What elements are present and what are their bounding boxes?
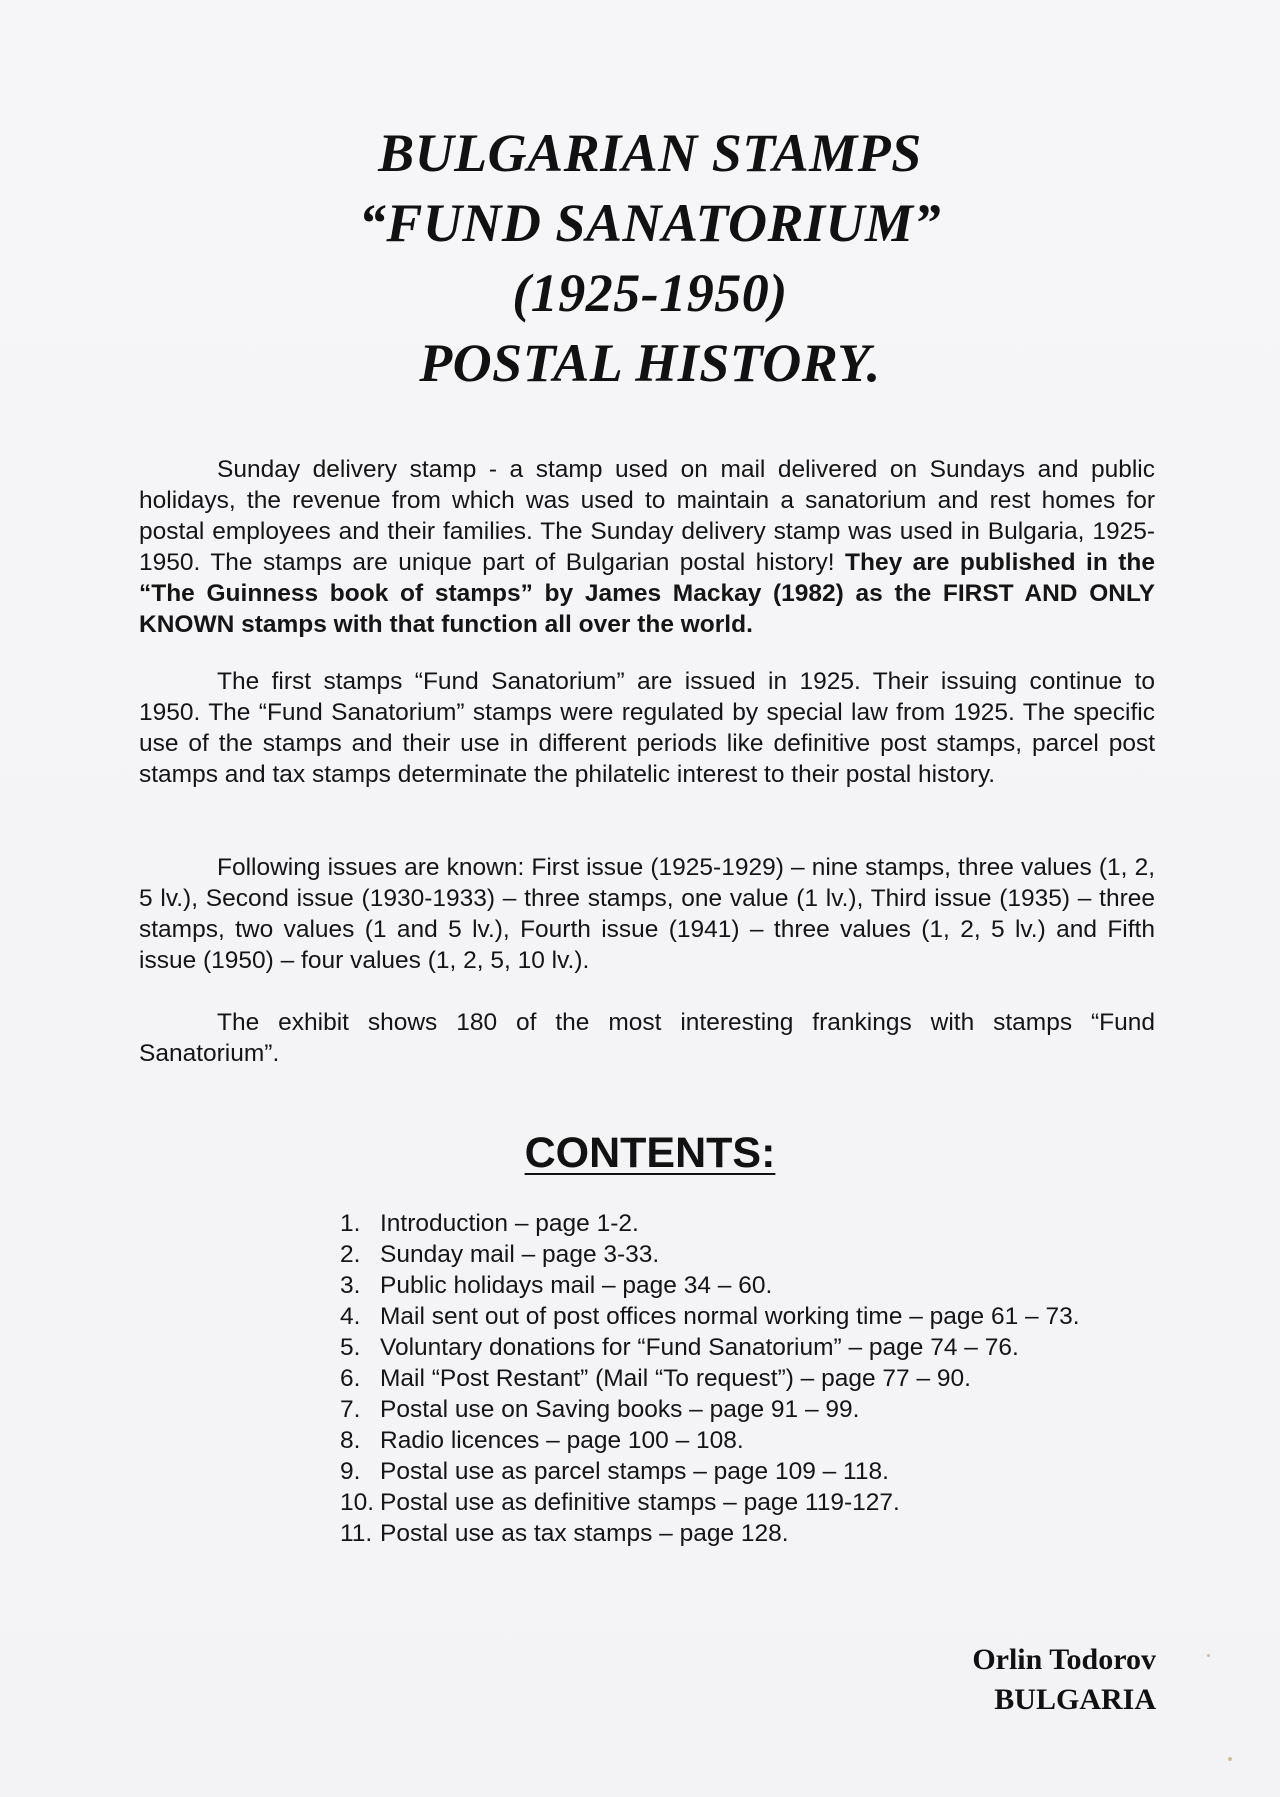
contents-item <box>340 1394 1170 1425</box>
contents-item-number: 8. <box>340 1427 361 1454</box>
contents-item <box>340 1208 1170 1239</box>
contents-item <box>340 1456 1170 1487</box>
contents-heading <box>140 1126 1160 1180</box>
contents-item-number: 5. <box>340 1334 361 1361</box>
contents-item-text: Mail “Post Restant” (Mail “To request”) – page 77 – 90. <box>380 1365 971 1392</box>
intro-paragraph-text: Sunday delivery stamp - a stamp used on mail delivered on Sundays and public holidays, the revenue from which was used to maintain a sanatorium and rest homes for postal employees and their families. The Sunday delivery stamp was used in Bulgaria, 1925-1950. The stamps are unique part of Bulgarian postal history! <box>139 456 1155 576</box>
title-line-3: (1925-1950) <box>512 263 788 323</box>
scan-speck <box>1207 1654 1210 1657</box>
contents-item <box>340 1239 1170 1270</box>
contents-item-number: 6. <box>340 1365 361 1392</box>
author-signature <box>972 1640 1156 1720</box>
intro-paragraph <box>139 454 1155 640</box>
contents-item-text: Public holidays mail – page 34 – 60. <box>380 1272 773 1299</box>
contents-item-text: Voluntary donations for “Fund Sanatorium” – page 74 – 76. <box>380 1334 1019 1361</box>
contents-item-number: 11. <box>340 1520 373 1547</box>
contents-item-number: 4. <box>340 1303 361 1330</box>
title-line-2: “FUND SANATORIUM” <box>358 193 942 253</box>
contents-item-number: 9. <box>340 1458 361 1485</box>
contents-item <box>340 1363 1170 1394</box>
contents-item-text: Sunday mail – page 3-33. <box>380 1241 660 1268</box>
author-name: Orlin Todorov <box>972 1643 1156 1676</box>
document-title <box>140 118 1160 398</box>
contents-item-number: 10. <box>340 1489 375 1516</box>
contents-item-number: 7. <box>340 1396 361 1423</box>
title-line-4: POSTAL HISTORY. <box>419 333 881 393</box>
contents-item-text: Radio licences – page 100 – 108. <box>380 1427 744 1454</box>
contents-list <box>340 1208 1170 1549</box>
scan-speck <box>1228 1757 1232 1761</box>
contents-item <box>340 1270 1170 1301</box>
contents-item-text: Postal use as parcel stamps – page 109 – 118. <box>380 1458 889 1485</box>
contents-item <box>340 1425 1170 1456</box>
contents-item-text: Mail sent out of post offices normal working time – page 61 – 73. <box>380 1303 1080 1330</box>
contents-item-number: 1. <box>340 1210 361 1237</box>
contents-item <box>340 1518 1170 1549</box>
contents-item-text: Postal use as tax stamps – page 128. <box>380 1520 789 1547</box>
contents-heading-text: CONTENTS: <box>524 1129 776 1177</box>
contents-item <box>340 1332 1170 1363</box>
issues-paragraph: Following issues are known: First issue (1925-1929) – nine stamps, three values (1, 2, 5 lv.), Second issue (1930-1933) – three stamps, one value (1 lv.), Third issue (1935) – three stamps, two values (1 and 5 lv.), Fourth issue (1941) – three values (1, 2, 5 lv.) and Fifth issue (1950) – four values (1, 2, 5, 10 lv.). <box>139 854 1155 974</box>
contents-item-text: Postal use as definitive stamps – page 119-127. <box>380 1489 900 1516</box>
intro-paragraph-bold-text: They are published in the “The Guinness book of stamps” by James Mackay (1982) as the FIRST AND ONLY KNOWN stamps with that function all over the world. <box>139 549 1155 638</box>
exhibit-paragraph: The exhibit shows 180 of the most interesting frankings with stamps “Fund Sanatorium”. <box>139 1009 1155 1067</box>
contents-item <box>340 1487 1170 1518</box>
contents-item <box>340 1301 1170 1332</box>
contents-item-text: Introduction – page 1-2. <box>380 1210 639 1237</box>
title-line-1: BULGARIAN STAMPS <box>378 123 922 183</box>
contents-item-number: 2. <box>340 1241 361 1268</box>
author-country: BULGARIA <box>994 1683 1156 1716</box>
contents-item-text: Postal use on Saving books – page 91 – 99. <box>380 1396 860 1423</box>
contents-item-number: 3. <box>340 1272 361 1299</box>
history-paragraph: The first stamps “Fund Sanatorium” are issued in 1925. Their issuing continue to 1950. The “Fund Sanatorium” stamps were regulated by special law from 1925. The specific use of the stamps and their use in different periods like definitive post stamps, parcel post stamps and tax stamps determinate the philatelic interest to their postal history. <box>139 668 1155 788</box>
